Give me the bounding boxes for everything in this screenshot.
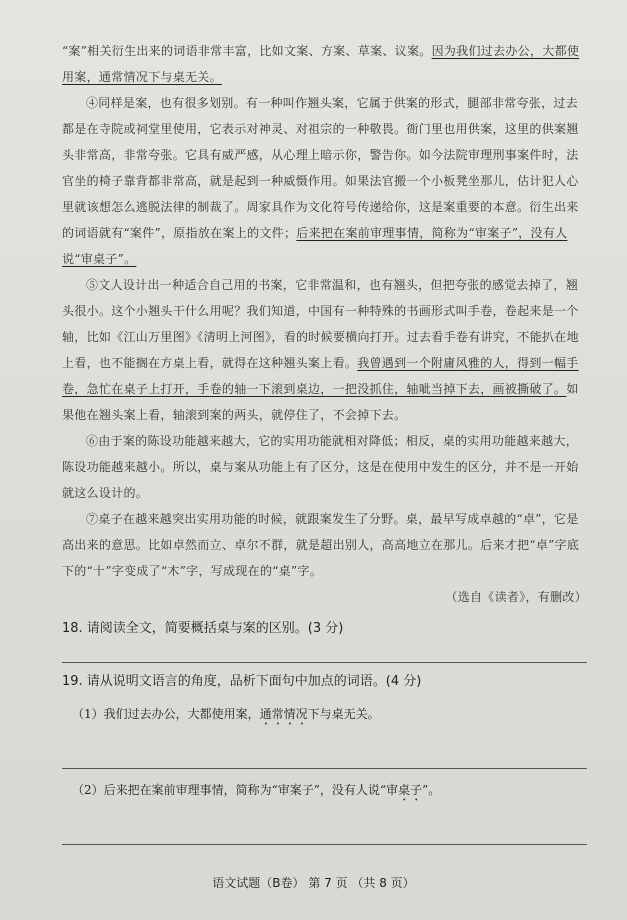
dotted-words: 桌子 bbox=[398, 783, 423, 797]
paragraph-6: ⑥由于案的陈设功能越来越大，它的实用功能就相对降低；相反，桌的实用功能越来越大，陈设功能越来越小。所以，桌与案从功能上有了区分，这是在使用中发生的区分，并不是一开始就这么设计的。 bbox=[62, 434, 579, 500]
answer-line-18[interactable] bbox=[62, 640, 587, 663]
answer-line-19-2[interactable] bbox=[62, 822, 587, 845]
question-18-text: 18. 请阅读全文，简要概括桌与案的区别。(3 分) bbox=[62, 621, 344, 636]
question-19-sub-2: （2）后来把在案前审理事情，简称为“审案子”，没有人说“审桌子”。 bbox=[72, 783, 441, 797]
reading-passage bbox=[62, 38, 587, 610]
question-19-text: 19. 请从说明文语言的角度，品析下面句中加点的词语。(4 分) bbox=[62, 674, 422, 689]
page-footer: 语文试题（B卷） 第 7 页 （共 8 页） bbox=[212, 876, 415, 890]
paragraph-4: ④同样是案，也有很多划别。有一种叫作翘头案，它属于供案的形式，腿部非常夸张，过去都是在寺院或祠堂里使用，它表示对神灵、对祖宗的一种敬畏。衙门里也用供案，这里的供案翘头非常高，非常夸张。它具有威严感，从心理上暗示你，警告你。如今法院审理刑事案件时，法官坐的椅子靠背都非常高，就是起到一种威慑作用。如果法官搬一个小板凳坐那儿，估计犯人心里就该想怎么逃脱法律的制裁了。周家具作为文化符号传递给你，这是案重要的本意。衍生出来的词语就有“案件”，原指放在案上的文件；后来把在案前审理事情，简称为“审案子”，没有人说“审桌子”。 bbox=[62, 96, 579, 266]
paragraph-intro: “案”相关衍生出来的词语非常丰富，比如文案、方案、草案、议案。因为我们过去办公，大都使用案，通常情况下与桌无关。 bbox=[62, 44, 580, 84]
underlined-sentence: 因为我们过去办公，大都使用案，通常情况下与桌无关。 bbox=[62, 44, 580, 84]
underlined-sentence: 后来把在案前审理事情，简称为“审案子”，没有人说“审桌子”。 bbox=[62, 226, 568, 266]
underlined-sentence: 我曾遇到一个附庸风雅的人，得到一幅手卷，急忙在桌子上打开，手卷的轴一下滚到桌边，一把没抓住，轴呲当掉下去，画被撕破了。 bbox=[62, 356, 579, 396]
question-19-sub-1: （1）我们过去办公，大都使用案，通常情况下与桌无关。 bbox=[72, 707, 380, 721]
paragraph-5: ⑤文人设计出一种适合自己用的书案，它非常温和，也有翘头，但把夸张的感觉去掉了，翘头很小。这个小翘头干什么用呢？我们知道，中国有一种特殊的书画形式叫手卷，卷起来是一个轴，比如《江山万里图》《清明上河图》，看的时候要横向打开。过去看手卷有讲究，不能扒在地上看，也不能搁在方桌上看，就得在这种翘头案上看。我曾遇到一个附庸风雅的人，得到一幅手卷，急忙在桌子上打开，手卷的轴一下滚到桌边，一把没抓住，轴呲当掉下去，画被撕破了。如果他在翘头案上看，轴滚到案的两头，就停住了，不会掉下去。 bbox=[62, 278, 579, 422]
answer-line-19-1[interactable] bbox=[62, 746, 587, 769]
paragraph-7: ⑦桌子在越来越突出实用功能的时候，就跟案发生了分野。桌，最早写成卓越的“卓”，它是高出来的意思。比如卓然而立、卓尔不群，就是超出别人，高高地立在那儿。后来才把“卓”字底下的“十”字变成了“木”字，写成现在的“桌”字。 bbox=[62, 512, 580, 578]
question-19 bbox=[62, 671, 587, 845]
question-18 bbox=[62, 618, 587, 663]
source-citation: （选自《读者》，有删改） bbox=[445, 590, 587, 604]
dotted-words: 通常情况 bbox=[259, 707, 308, 721]
